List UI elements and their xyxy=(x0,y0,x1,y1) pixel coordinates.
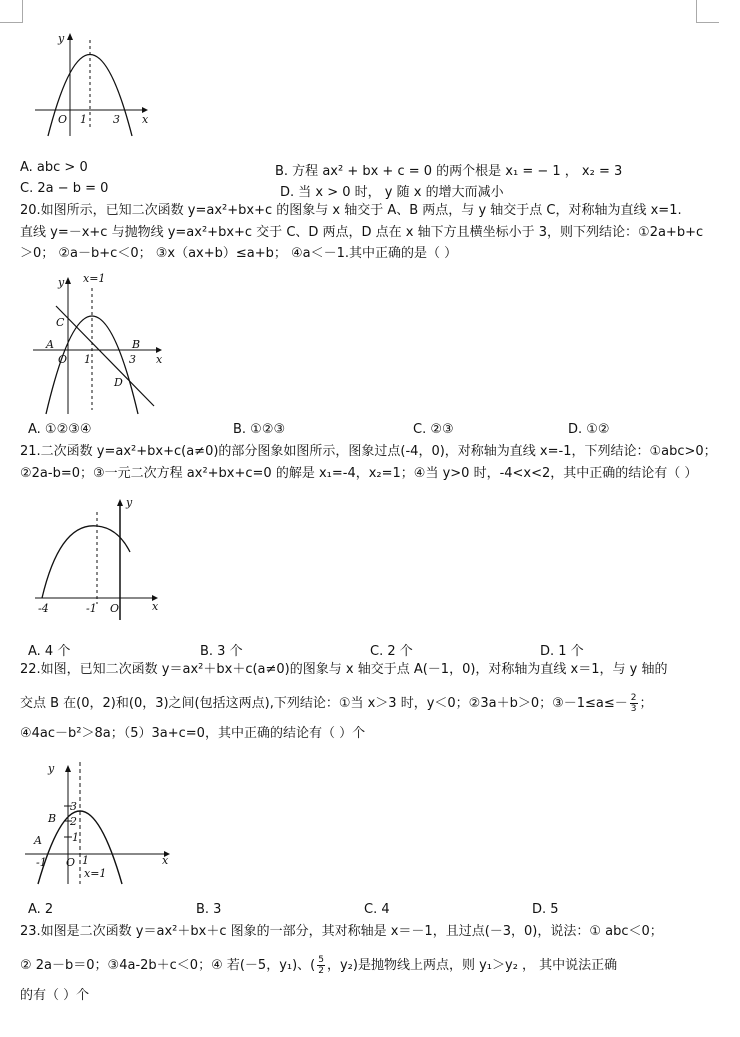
q19-option-c: C. 2a − b = 0 xyxy=(20,181,109,196)
q22-option-d: D. 5 xyxy=(532,902,559,917)
q21-question-line-1: 21.二次函数 y=ax²+bx+c(a≠0)的部分图象如图所示，图象过点(-4，0)，对称轴为直线 x=-1，下列结论：①abc>0； xyxy=(20,444,717,459)
q22-graph-label-1-x: 1 xyxy=(82,854,89,867)
q20-graph-label-b: B xyxy=(132,338,141,351)
q22-graph-label-b: B xyxy=(48,812,57,825)
q19-option-d: D. 当 x > 0 时， y 随 x 的增大而减小 xyxy=(280,185,504,200)
q19-option-a: A. abc > 0 xyxy=(20,160,88,175)
q20-option-d: D. ①② xyxy=(568,422,610,437)
q21-question-line-2: ②2a-b=0；③一元二次方程 ax²+bx+c=0 的解是 x₁=-4，x₂=1；④当 y>0 时，-4<x<2，其中正确的结论有（ ） xyxy=(20,466,698,481)
q20-graph-label-c: C xyxy=(56,316,65,329)
q21-graph-label-o: O xyxy=(110,602,120,615)
page-corner-mark-right xyxy=(696,0,719,23)
q19-graph-label-o: O xyxy=(58,113,68,126)
q19-graph-label-y: y xyxy=(58,32,65,45)
q22-fraction-denominator: 3 xyxy=(630,704,637,714)
q20-option-b: B. ①②③ xyxy=(233,422,286,437)
q23-fraction xyxy=(317,955,325,976)
q21-option-d: D. 1 个 xyxy=(540,644,584,659)
q19-graph xyxy=(30,28,160,140)
q19-graph-label-3: 3 xyxy=(113,113,120,126)
q22-question-line-2-end: ； xyxy=(639,696,653,711)
q20-question-line-3: ＞0； ②a－b+c＜0； ③x（ax+b）≤a+b； ④a＜－1.其中正确的是（ ） xyxy=(20,246,458,261)
q22-option-b: B. 3 xyxy=(196,902,222,917)
q20-option-a: A. ①②③④ xyxy=(28,422,92,437)
q22-graph-label-a: A xyxy=(34,834,42,847)
q21-graph xyxy=(30,492,165,622)
q19-option-b: B. 方程 ax² + bx + c = 0 的两个根是 x₁ = − 1 ， x₂ = 3 xyxy=(275,164,623,179)
q20-question-line-1: 20.如图所示，已知二次函数 y=ax²+bx+c 的图象与 x 轴交于 A、B 两点，与 y 轴交于点 C，对称轴为直线 x=1. xyxy=(20,203,682,218)
q22-graph xyxy=(22,758,177,888)
q22-question-line-2-text: 交点 B 在(0，2)和(0，3)之间(包括这两点),下列结论：①当 x＞3 时，y＜0；②3a＋b＞0；③－1≤a≤－ xyxy=(20,696,628,711)
q22-graph-label-3: 3 xyxy=(70,800,77,813)
q21-graph-label-y: y xyxy=(126,496,133,509)
q21-option-a: A. 4 个 xyxy=(28,644,71,659)
q20-graph-label-y: y xyxy=(58,276,65,289)
q21-graph-label-minus1: -1 xyxy=(86,602,97,615)
q22-graph-label-2: 2 xyxy=(70,815,77,828)
q20-graph-label-a: A xyxy=(46,338,54,351)
q23-question-line-3: 的有（ ）个 xyxy=(20,988,90,1003)
q21-graph-label-minus4: -4 xyxy=(38,602,49,615)
q23-question-line-2 xyxy=(20,955,617,976)
q20-graph-label-x: x xyxy=(156,353,163,366)
q22-graph-label-minus1: -1 xyxy=(36,856,47,869)
q20-graph xyxy=(28,268,168,416)
q20-option-c: C. ②③ xyxy=(413,422,454,437)
q22-option-a: A. 2 xyxy=(28,902,54,917)
q20-graph-label-axis: x=1 xyxy=(83,272,106,285)
q23-question-line-2-text: ② 2a－b＝0；③4a-2b＋c＜0；④ 若(－5，y₁)、( xyxy=(20,958,316,973)
q22-question-line-2 xyxy=(20,693,653,714)
q21-graph-label-x: x xyxy=(152,600,159,613)
q21-option-c: C. 2 个 xyxy=(370,644,413,659)
q22-fraction-numerator: 2 xyxy=(630,693,637,703)
q22-question-line-3: ④4ac－b²＞8a；（5）3a+c=0，其中正确的结论有（ ）个 xyxy=(20,726,366,741)
q22-graph-label-axis: x=1 xyxy=(84,867,107,880)
q22-graph-label-1-y: 1 xyxy=(72,831,79,844)
q21-option-b: B. 3 个 xyxy=(200,644,243,659)
q20-graph-label-1: 1 xyxy=(84,353,91,366)
q23-question-line-1: 23.如图是二次函数 y＝ax²＋bx＋c 图象的一部分，其对称轴是 x＝－1，且过点(－3，0)，说法：① abc＜0； xyxy=(20,924,663,939)
q22-question-line-1: 22.如图，已知二次函数 y＝ax²＋bx＋c(a≠0)的图象与 x 轴交于点 A(－1，0)，对称轴为直线 x＝1，与 y 轴的 xyxy=(20,662,668,677)
q20-question-line-2: 直线 y=－x+c 与抛物线 y=ax²+bx+c 交于 C、D 两点，D 点在 x 轴下方且横坐标小于 3，则下列结论：①2a+b+c xyxy=(20,225,704,240)
q22-graph-label-o: O xyxy=(66,856,76,869)
q22-graph-label-y: y xyxy=(48,762,55,775)
q23-fraction-denominator: 2 xyxy=(318,966,324,976)
q22-graph-label-x: x xyxy=(162,854,169,867)
q19-graph-label-1: 1 xyxy=(80,113,87,126)
q20-graph-label-3: 3 xyxy=(129,353,136,366)
q22-option-c: C. 4 xyxy=(364,902,390,917)
q22-fraction xyxy=(630,693,638,714)
q23-question-line-2-end: ，y₂)是抛物线上两点，则 y₁＞y₂ ， 其中说法正确 xyxy=(326,958,618,973)
q19-graph-label-x: x xyxy=(142,113,149,126)
q20-graph-label-o: O xyxy=(58,353,68,366)
q23-fraction-numerator: 5 xyxy=(318,955,324,965)
page-corner-mark-left xyxy=(0,0,23,23)
q20-graph-label-d: D xyxy=(114,376,123,389)
